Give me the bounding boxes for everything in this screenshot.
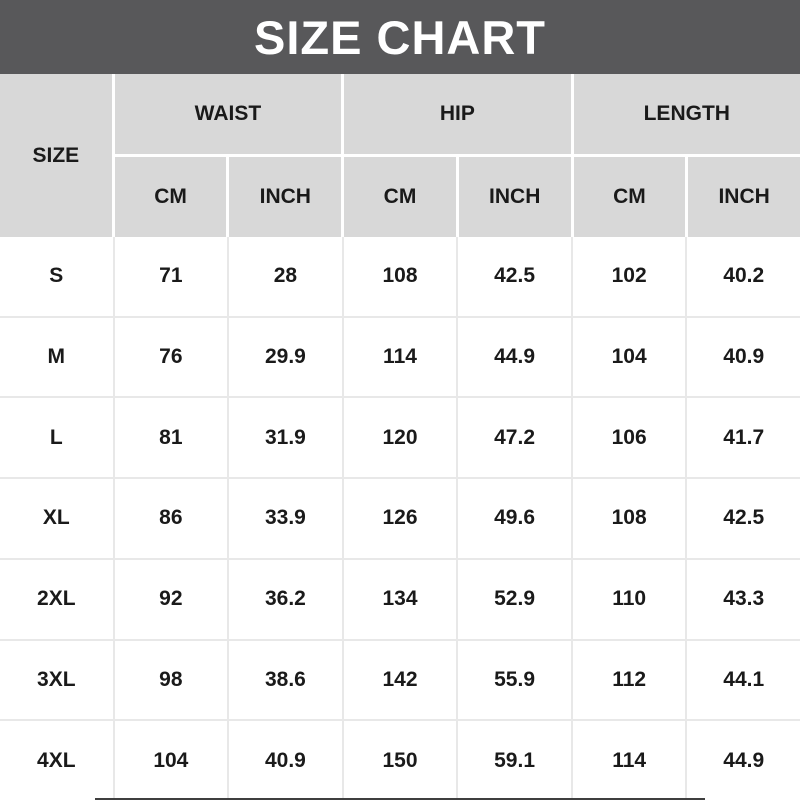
cell-length-cm: 114 (573, 721, 686, 800)
cell-hip-inch: 49.6 (458, 479, 571, 558)
cell-length-inch: 44.1 (687, 641, 800, 720)
cell-waist-cm: 81 (115, 398, 228, 477)
cell-hip-inch: 42.5 (458, 237, 571, 316)
cell-length-inch: 43.3 (687, 560, 800, 639)
header-unit-length-cm: CM (574, 157, 686, 237)
header-group-hip: HIP (344, 74, 570, 154)
header-size-label: SIZE (0, 74, 112, 237)
cell-size: 4XL (0, 721, 113, 800)
cell-waist-cm: 98 (115, 641, 228, 720)
cell-hip-cm: 142 (344, 641, 457, 720)
cell-hip-cm: 150 (344, 721, 457, 800)
cell-length-cm: 112 (573, 641, 686, 720)
cell-waist-inch: 33.9 (229, 479, 342, 558)
table-header (0, 74, 800, 237)
header-unit-waist-cm: CM (115, 157, 227, 237)
cell-length-cm: 102 (573, 237, 686, 316)
cell-hip-inch: 44.9 (458, 318, 571, 397)
header-group-length: LENGTH (574, 74, 800, 154)
cell-waist-inch: 38.6 (229, 641, 342, 720)
header-unit-hip-cm: CM (344, 157, 456, 237)
cell-hip-inch: 52.9 (458, 560, 571, 639)
cell-size: XL (0, 479, 113, 558)
header-group-waist: WAIST (115, 74, 341, 154)
cell-waist-cm: 76 (115, 318, 228, 397)
cell-length-cm: 106 (573, 398, 686, 477)
cell-waist-cm: 104 (115, 721, 228, 800)
cell-length-cm: 108 (573, 479, 686, 558)
cell-waist-inch: 28 (229, 237, 342, 316)
cell-size: S (0, 237, 113, 316)
cell-size: M (0, 318, 113, 397)
header-unit-length-inch: INCH (688, 157, 800, 237)
title-bar (0, 0, 800, 74)
cell-waist-cm: 92 (115, 560, 228, 639)
cell-hip-cm: 120 (344, 398, 457, 477)
cell-hip-cm: 126 (344, 479, 457, 558)
cell-length-inch: 42.5 (687, 479, 800, 558)
cell-length-inch: 40.2 (687, 237, 800, 316)
cell-hip-cm: 114 (344, 318, 457, 397)
cell-waist-inch: 31.9 (229, 398, 342, 477)
cell-waist-cm: 86 (115, 479, 228, 558)
cell-length-inch: 40.9 (687, 318, 800, 397)
cell-hip-cm: 108 (344, 237, 457, 316)
cell-hip-cm: 134 (344, 560, 457, 639)
table-body (0, 237, 800, 800)
cell-length-cm: 110 (573, 560, 686, 639)
header-unit-waist-inch: INCH (229, 157, 341, 237)
cell-size: 3XL (0, 641, 113, 720)
cell-length-inch: 44.9 (687, 721, 800, 800)
cell-size: L (0, 398, 113, 477)
cell-waist-inch: 40.9 (229, 721, 342, 800)
cell-length-cm: 104 (573, 318, 686, 397)
cell-hip-inch: 47.2 (458, 398, 571, 477)
cell-length-inch: 41.7 (687, 398, 800, 477)
cell-hip-inch: 55.9 (458, 641, 571, 720)
cell-waist-inch: 29.9 (229, 318, 342, 397)
cell-waist-inch: 36.2 (229, 560, 342, 639)
cell-hip-inch: 59.1 (458, 721, 571, 800)
page-title: SIZE CHART (254, 10, 546, 64)
cell-waist-cm: 71 (115, 237, 228, 316)
cell-size: 2XL (0, 560, 113, 639)
header-unit-hip-inch: INCH (459, 157, 571, 237)
